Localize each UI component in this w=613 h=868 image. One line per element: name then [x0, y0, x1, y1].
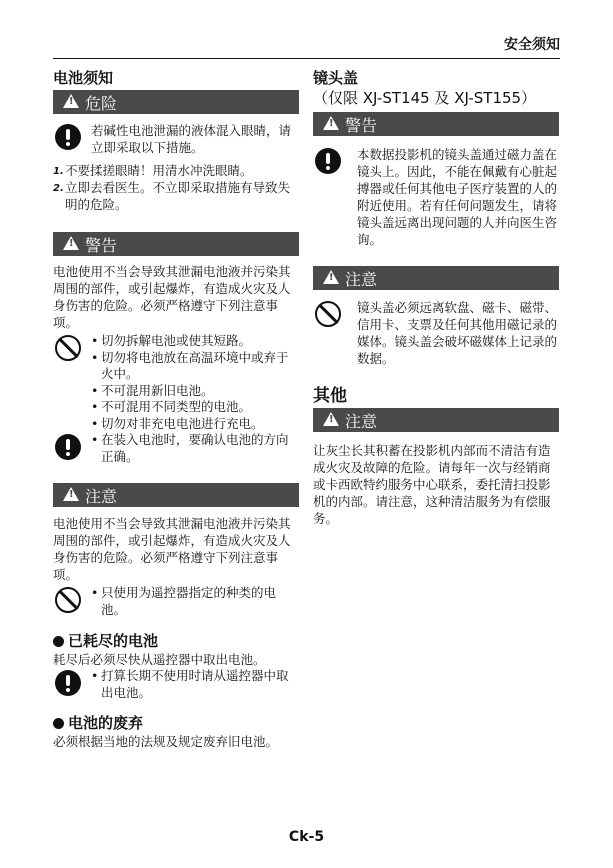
warning-triangle-icon — [323, 270, 339, 284]
lens-heading: 镜头盖 — [313, 69, 359, 87]
prohibition-icon — [313, 299, 343, 329]
list-item: • 只使用为遥控器指定的种类的电池。 — [91, 585, 299, 618]
disposal-text: 必须根据当地的法规及规定废弃旧电池。 — [53, 734, 279, 749]
list-item: • 在装入电池时，要确认电池的方向正确。 — [91, 432, 299, 465]
page-number: Ck-5 — [288, 829, 325, 845]
lens-caution-block — [313, 299, 559, 367]
warning-bullets-2 — [91, 432, 299, 465]
caution-label: 注意 — [85, 486, 118, 506]
list-item: 1. 不要揉搓眼睛！用清水冲洗眼睛。 — [53, 163, 253, 178]
other-caution-bar — [313, 408, 559, 432]
bullet-dot-icon — [53, 636, 64, 647]
lens-warning-block — [313, 146, 559, 248]
warning-triangle-icon — [63, 487, 79, 501]
danger-label: 危险 — [85, 93, 118, 113]
caution-bullets — [91, 585, 299, 618]
spent-block — [53, 668, 299, 701]
spent-bullets — [91, 668, 299, 701]
prohibition-icon — [53, 585, 83, 615]
section-title: 安全须知 — [504, 37, 560, 53]
list-item: • 切勿拆解电池或使其短路。 — [91, 333, 299, 350]
lens-warning-bar — [313, 112, 559, 136]
bullet-dot-icon — [53, 718, 64, 729]
other-caution-label: 注意 — [345, 411, 378, 431]
lens-caution-text: 镜头盖必须远离软盘、磁卡、磁带、信用卡、支票及任何其他用磁记录的媒体。镜头盖会破坏磁媒体上记录的数据。 — [357, 300, 558, 366]
right-column — [313, 68, 559, 527]
page-header — [53, 30, 560, 59]
warning-triangle-icon — [323, 412, 339, 426]
warning-label: 警告 — [85, 235, 118, 255]
warning-triangle-icon — [63, 94, 79, 108]
other-caution-text: 让灰尘长其积蓄在投影机内部而不清洁有造成火灾及故障的危险。请每年一次与经销商或卡西欧特约服务中心联系，委托清扫投影机的内部。请注意，这种清洁服务为有偿服务。 — [313, 443, 551, 526]
danger-text: 若碱性电池泄漏的液体混入眼睛，请立即采取以下措施。 — [91, 123, 292, 155]
other-heading: 其他 — [313, 386, 347, 406]
exclamation-icon — [53, 432, 83, 462]
exclamation-icon — [53, 668, 83, 698]
danger-block — [53, 122, 299, 156]
prohibition-icon — [53, 333, 83, 363]
lens-subheading: （仅限 XJ-ST145 及 XJ-ST155） — [313, 89, 537, 107]
battery-heading: 电池须知 — [53, 69, 114, 87]
exclamation-icon — [313, 146, 343, 176]
list-item: 2. 立即去看医生。不立即采取措施有导致失明的危险。 — [53, 180, 291, 212]
danger-bar — [53, 90, 299, 114]
caution-block — [53, 585, 299, 618]
warning-triangle-icon — [63, 236, 79, 250]
exclamation-icon — [53, 122, 83, 152]
warning-text: 电池使用不当会导致其泄漏电池液并污染其周围的部件，或引起爆炸，有造成火灾及人身伤害的危险。必须严格遵守下列注意事项。 — [53, 264, 291, 330]
disposal-heading: 电池的废弃 — [53, 713, 299, 733]
list-item: • 切勿将电池放在高温环境中或弃于火中。 — [91, 350, 299, 383]
lens-caution-bar — [313, 266, 559, 290]
list-item: • 切勿对非充电电池进行充电。 — [91, 416, 299, 433]
warning-prohibit-block — [53, 333, 299, 432]
list-item: • 打算长期不使用时请从遥控器中取出电池。 — [91, 668, 299, 701]
lens-caution-label: 注意 — [345, 269, 378, 289]
list-item: • 不可混用新旧电池。 — [91, 383, 299, 400]
lens-warning-label: 警告 — [345, 115, 378, 135]
caution-bar — [53, 483, 299, 507]
warning-bar — [53, 232, 299, 256]
danger-steps — [53, 162, 299, 213]
spent-heading: 已耗尽的电池 — [53, 631, 299, 651]
caution-text: 电池使用不当会导致其泄漏电池液并污染其周围的部件，或引起爆炸，有造成火灾及人身伤害的危险。必须严格遵守下列注意事项。 — [53, 516, 291, 582]
warning-triangle-icon — [323, 116, 339, 130]
left-column — [53, 68, 299, 750]
warning-bullets — [91, 333, 299, 432]
warning-excl-block — [53, 432, 299, 465]
lens-warning-text: 本数据投影机的镜头盖通过磁力盖在镜头上。因此，不能在佩戴有心脏起搏器或任何其他电子医疗装置的人的附近使用。若有任何问题发生，请将镜头盖远离出现问题的人并向医生咨询。 — [357, 147, 558, 247]
spent-text: 耗尽后必须尽快从遥控器中取出电池。 — [53, 652, 266, 667]
list-item: • 不可混用不同类型的电池。 — [91, 399, 299, 416]
